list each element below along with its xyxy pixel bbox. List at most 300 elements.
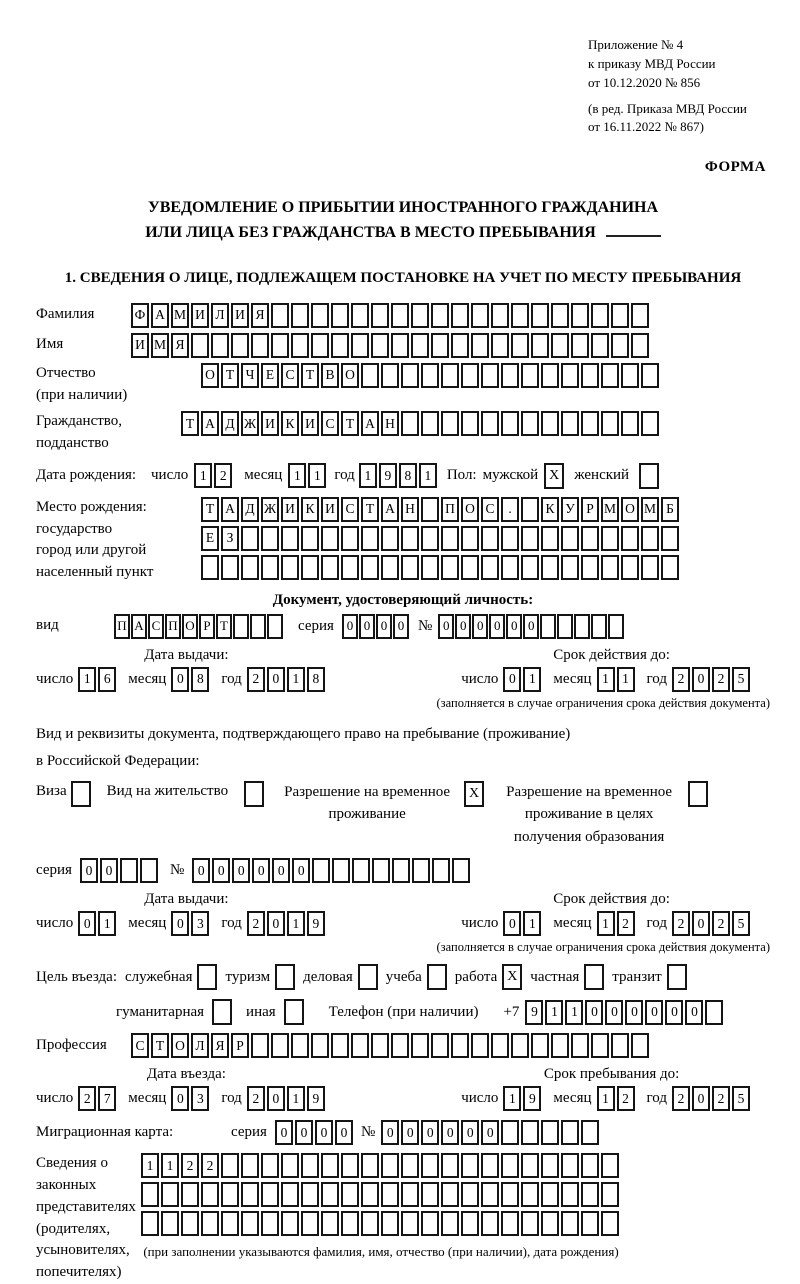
- form-cell[interactable]: [271, 1033, 289, 1058]
- form-cell[interactable]: [581, 363, 599, 388]
- form-cell[interactable]: 2: [672, 911, 690, 936]
- form-cell[interactable]: П: [165, 614, 181, 639]
- form-cell[interactable]: [311, 303, 329, 328]
- form-cell[interactable]: [301, 1211, 319, 1236]
- form-cell[interactable]: [291, 1033, 309, 1058]
- form-cell[interactable]: [371, 333, 389, 358]
- form-cell[interactable]: [341, 1211, 359, 1236]
- form-cell[interactable]: [391, 303, 409, 328]
- form-cell[interactable]: 5: [732, 911, 750, 936]
- form-cell[interactable]: [321, 1211, 339, 1236]
- purpose-private-checkbox[interactable]: [584, 964, 604, 990]
- form-cell[interactable]: [191, 333, 209, 358]
- form-cell[interactable]: [601, 363, 619, 388]
- form-cell[interactable]: [601, 411, 619, 436]
- form-cell[interactable]: [611, 333, 629, 358]
- form-cell[interactable]: [541, 411, 559, 436]
- form-cell[interactable]: [581, 526, 599, 551]
- form-cell[interactable]: 0: [472, 614, 488, 639]
- form-cell[interactable]: [541, 363, 559, 388]
- form-cell[interactable]: [540, 614, 556, 639]
- form-cell[interactable]: [241, 555, 259, 580]
- form-cell[interactable]: 0: [481, 1120, 499, 1145]
- residence-permit-checkbox[interactable]: [244, 781, 264, 807]
- form-cell[interactable]: [521, 497, 539, 522]
- form-cell[interactable]: К: [541, 497, 559, 522]
- form-cell[interactable]: [705, 1000, 723, 1025]
- purpose-official-checkbox[interactable]: [197, 964, 217, 990]
- form-cell[interactable]: [441, 363, 459, 388]
- form-cell[interactable]: 3: [191, 911, 209, 936]
- form-cell[interactable]: [431, 333, 449, 358]
- form-cell[interactable]: [311, 1033, 329, 1058]
- form-cell[interactable]: 1: [359, 463, 377, 488]
- form-cell[interactable]: [391, 1033, 409, 1058]
- form-cell[interactable]: О: [341, 363, 359, 388]
- form-cell[interactable]: 2: [214, 463, 232, 488]
- form-cell[interactable]: И: [301, 411, 319, 436]
- form-cell[interactable]: [561, 363, 579, 388]
- form-cell[interactable]: [361, 363, 379, 388]
- form-cell[interactable]: С: [341, 497, 359, 522]
- form-cell[interactable]: 2: [712, 667, 730, 692]
- form-cell[interactable]: [401, 363, 419, 388]
- form-cell[interactable]: [541, 1153, 559, 1178]
- form-cell[interactable]: [421, 555, 439, 580]
- form-cell[interactable]: 0: [489, 614, 505, 639]
- form-cell[interactable]: [321, 1153, 339, 1178]
- sex-male-checkbox[interactable]: X: [544, 463, 564, 489]
- form-cell[interactable]: 0: [100, 858, 118, 883]
- form-cell[interactable]: [601, 526, 619, 551]
- form-cell[interactable]: [391, 333, 409, 358]
- form-cell[interactable]: К: [281, 411, 299, 436]
- form-cell[interactable]: [491, 303, 509, 328]
- form-cell[interactable]: [561, 1182, 579, 1207]
- form-cell[interactable]: В: [321, 363, 339, 388]
- form-cell[interactable]: [641, 555, 659, 580]
- form-cell[interactable]: Р: [581, 497, 599, 522]
- form-cell[interactable]: [491, 333, 509, 358]
- form-cell[interactable]: 9: [525, 1000, 543, 1025]
- form-cell[interactable]: [631, 333, 649, 358]
- form-cell[interactable]: 0: [80, 858, 98, 883]
- form-cell[interactable]: Р: [199, 614, 215, 639]
- form-cell[interactable]: [331, 1033, 349, 1058]
- form-cell[interactable]: [401, 555, 419, 580]
- form-cell[interactable]: [557, 614, 573, 639]
- form-cell[interactable]: [250, 614, 266, 639]
- form-cell[interactable]: К: [301, 497, 319, 522]
- form-cell[interactable]: Я: [211, 1033, 229, 1058]
- form-cell[interactable]: [361, 526, 379, 551]
- form-cell[interactable]: [521, 1153, 539, 1178]
- form-cell[interactable]: [461, 555, 479, 580]
- form-cell[interactable]: [281, 1153, 299, 1178]
- form-cell[interactable]: [561, 411, 579, 436]
- form-cell[interactable]: [201, 1182, 219, 1207]
- form-cell[interactable]: 6: [98, 667, 116, 692]
- form-cell[interactable]: [321, 555, 339, 580]
- form-cell[interactable]: [291, 303, 309, 328]
- form-cell[interactable]: 1: [523, 911, 541, 936]
- form-cell[interactable]: [241, 1153, 259, 1178]
- form-cell[interactable]: [481, 1182, 499, 1207]
- form-cell[interactable]: О: [621, 497, 639, 522]
- form-cell[interactable]: [521, 555, 539, 580]
- purpose-transit-checkbox[interactable]: [667, 964, 687, 990]
- form-cell[interactable]: [351, 1033, 369, 1058]
- form-cell[interactable]: [541, 1120, 559, 1145]
- form-cell[interactable]: [401, 411, 419, 436]
- form-cell[interactable]: [631, 303, 649, 328]
- form-cell[interactable]: [211, 333, 229, 358]
- form-cell[interactable]: Е: [261, 363, 279, 388]
- form-cell[interactable]: Н: [401, 497, 419, 522]
- form-cell[interactable]: 0: [267, 667, 285, 692]
- form-cell[interactable]: [521, 1211, 539, 1236]
- form-cell[interactable]: 0: [275, 1120, 293, 1145]
- form-cell[interactable]: С: [131, 1033, 149, 1058]
- form-cell[interactable]: [392, 858, 410, 883]
- purpose-study-checkbox[interactable]: [427, 964, 447, 990]
- form-cell[interactable]: [261, 1211, 279, 1236]
- form-cell[interactable]: [140, 858, 158, 883]
- form-cell[interactable]: Т: [361, 497, 379, 522]
- form-cell[interactable]: [261, 555, 279, 580]
- form-cell[interactable]: [321, 526, 339, 551]
- form-cell[interactable]: 0: [645, 1000, 663, 1025]
- form-cell[interactable]: 0: [78, 911, 96, 936]
- form-cell[interactable]: [261, 1182, 279, 1207]
- form-cell[interactable]: [281, 555, 299, 580]
- form-cell[interactable]: [361, 555, 379, 580]
- form-cell[interactable]: [381, 555, 399, 580]
- form-cell[interactable]: [481, 363, 499, 388]
- form-cell[interactable]: [631, 1033, 649, 1058]
- form-cell[interactable]: [421, 1182, 439, 1207]
- form-cell[interactable]: [341, 1153, 359, 1178]
- form-cell[interactable]: Ф: [131, 303, 149, 328]
- form-cell[interactable]: Т: [221, 363, 239, 388]
- form-cell[interactable]: [401, 1182, 419, 1207]
- form-cell[interactable]: [501, 555, 519, 580]
- form-cell[interactable]: [621, 555, 639, 580]
- form-cell[interactable]: [471, 303, 489, 328]
- form-cell[interactable]: П: [114, 614, 130, 639]
- form-cell[interactable]: [331, 303, 349, 328]
- form-cell[interactable]: Л: [211, 303, 229, 328]
- form-cell[interactable]: [381, 526, 399, 551]
- form-cell[interactable]: [531, 333, 549, 358]
- form-cell[interactable]: 9: [379, 463, 397, 488]
- form-cell[interactable]: 2: [712, 911, 730, 936]
- form-cell[interactable]: 9: [523, 1086, 541, 1111]
- form-cell[interactable]: [267, 614, 283, 639]
- form-cell[interactable]: З: [221, 526, 239, 551]
- form-cell[interactable]: [561, 1211, 579, 1236]
- form-cell[interactable]: [461, 363, 479, 388]
- form-cell[interactable]: [251, 333, 269, 358]
- form-cell[interactable]: 2: [672, 667, 690, 692]
- form-cell[interactable]: 0: [272, 858, 290, 883]
- form-cell[interactable]: 1: [287, 667, 305, 692]
- form-cell[interactable]: А: [361, 411, 379, 436]
- form-cell[interactable]: 0: [421, 1120, 439, 1145]
- form-cell[interactable]: [561, 526, 579, 551]
- form-cell[interactable]: [501, 363, 519, 388]
- form-cell[interactable]: [471, 333, 489, 358]
- form-cell[interactable]: Я: [171, 333, 189, 358]
- form-cell[interactable]: [371, 303, 389, 328]
- form-cell[interactable]: [661, 555, 679, 580]
- form-cell[interactable]: М: [601, 497, 619, 522]
- form-cell[interactable]: [441, 1182, 459, 1207]
- form-cell[interactable]: 1: [78, 667, 96, 692]
- form-cell[interactable]: Т: [151, 1033, 169, 1058]
- temp-residence-education-checkbox[interactable]: [688, 781, 708, 807]
- form-cell[interactable]: [161, 1182, 179, 1207]
- form-cell[interactable]: 0: [585, 1000, 603, 1025]
- form-cell[interactable]: [221, 1211, 239, 1236]
- form-cell[interactable]: [561, 1120, 579, 1145]
- form-cell[interactable]: 0: [335, 1120, 353, 1145]
- form-cell[interactable]: Я: [251, 303, 269, 328]
- form-cell[interactable]: [571, 303, 589, 328]
- form-cell[interactable]: Е: [201, 526, 219, 551]
- purpose-other-checkbox[interactable]: [284, 999, 304, 1025]
- form-cell[interactable]: 0: [692, 911, 710, 936]
- form-cell[interactable]: [441, 1211, 459, 1236]
- form-cell[interactable]: [251, 1033, 269, 1058]
- form-cell[interactable]: 1: [161, 1153, 179, 1178]
- form-cell[interactable]: 1: [287, 1086, 305, 1111]
- form-cell[interactable]: [574, 614, 590, 639]
- form-cell[interactable]: [501, 1153, 519, 1178]
- form-cell[interactable]: [231, 333, 249, 358]
- form-cell[interactable]: 0: [267, 1086, 285, 1111]
- form-cell[interactable]: 1: [597, 667, 615, 692]
- form-cell[interactable]: 2: [617, 911, 635, 936]
- visa-checkbox[interactable]: [71, 781, 91, 807]
- form-cell[interactable]: 2: [617, 1086, 635, 1111]
- form-cell[interactable]: Л: [191, 1033, 209, 1058]
- form-cell[interactable]: [361, 1182, 379, 1207]
- form-cell[interactable]: [551, 333, 569, 358]
- form-cell[interactable]: Т: [301, 363, 319, 388]
- form-cell[interactable]: [261, 1153, 279, 1178]
- form-cell[interactable]: 0: [252, 858, 270, 883]
- form-cell[interactable]: .: [501, 497, 519, 522]
- form-cell[interactable]: [401, 1153, 419, 1178]
- form-cell[interactable]: [281, 1211, 299, 1236]
- form-cell[interactable]: А: [381, 497, 399, 522]
- form-cell[interactable]: 1: [288, 463, 306, 488]
- form-cell[interactable]: [481, 411, 499, 436]
- form-cell[interactable]: 0: [212, 858, 230, 883]
- form-cell[interactable]: С: [481, 497, 499, 522]
- form-cell[interactable]: [571, 333, 589, 358]
- form-cell[interactable]: 0: [438, 614, 454, 639]
- form-cell[interactable]: 0: [359, 614, 375, 639]
- form-cell[interactable]: [461, 526, 479, 551]
- form-cell[interactable]: 0: [171, 1086, 189, 1111]
- form-cell[interactable]: [501, 526, 519, 551]
- form-cell[interactable]: 1: [194, 463, 212, 488]
- form-cell[interactable]: С: [281, 363, 299, 388]
- form-cell[interactable]: 0: [393, 614, 409, 639]
- form-cell[interactable]: [641, 363, 659, 388]
- form-cell[interactable]: 0: [342, 614, 358, 639]
- form-cell[interactable]: 8: [307, 667, 325, 692]
- form-cell[interactable]: М: [171, 303, 189, 328]
- form-cell[interactable]: 0: [315, 1120, 333, 1145]
- form-cell[interactable]: [412, 858, 430, 883]
- form-cell[interactable]: [301, 1182, 319, 1207]
- form-cell[interactable]: [341, 1182, 359, 1207]
- form-cell[interactable]: 0: [692, 667, 710, 692]
- form-cell[interactable]: [233, 614, 249, 639]
- form-cell[interactable]: 9: [307, 911, 325, 936]
- form-cell[interactable]: [441, 1153, 459, 1178]
- form-cell[interactable]: [571, 1033, 589, 1058]
- form-cell[interactable]: [581, 1211, 599, 1236]
- form-cell[interactable]: [521, 363, 539, 388]
- form-cell[interactable]: [411, 303, 429, 328]
- form-cell[interactable]: [361, 1211, 379, 1236]
- form-cell[interactable]: [541, 555, 559, 580]
- form-cell[interactable]: 1: [141, 1153, 159, 1178]
- purpose-business-checkbox[interactable]: [358, 964, 378, 990]
- form-cell[interactable]: 1: [503, 1086, 521, 1111]
- form-cell[interactable]: [452, 858, 470, 883]
- form-cell[interactable]: [551, 303, 569, 328]
- form-cell[interactable]: [481, 1153, 499, 1178]
- form-cell[interactable]: [611, 303, 629, 328]
- form-cell[interactable]: [281, 1182, 299, 1207]
- form-cell[interactable]: [361, 1153, 379, 1178]
- form-cell[interactable]: [441, 526, 459, 551]
- form-cell[interactable]: [201, 555, 219, 580]
- form-cell[interactable]: [541, 1211, 559, 1236]
- form-cell[interactable]: [271, 303, 289, 328]
- form-cell[interactable]: Т: [201, 497, 219, 522]
- purpose-tourism-checkbox[interactable]: [275, 964, 295, 990]
- form-cell[interactable]: [451, 303, 469, 328]
- form-cell[interactable]: И: [261, 411, 279, 436]
- form-cell[interactable]: 3: [191, 1086, 209, 1111]
- form-cell[interactable]: О: [201, 363, 219, 388]
- form-cell[interactable]: [461, 1211, 479, 1236]
- form-cell[interactable]: 0: [292, 858, 310, 883]
- form-cell[interactable]: 0: [503, 911, 521, 936]
- form-cell[interactable]: Ж: [261, 497, 279, 522]
- form-cell[interactable]: [161, 1211, 179, 1236]
- form-cell[interactable]: 1: [419, 463, 437, 488]
- form-cell[interactable]: [541, 526, 559, 551]
- form-cell[interactable]: 0: [401, 1120, 419, 1145]
- form-cell[interactable]: [481, 1211, 499, 1236]
- form-cell[interactable]: [332, 858, 350, 883]
- form-cell[interactable]: 5: [732, 667, 750, 692]
- form-cell[interactable]: Т: [216, 614, 232, 639]
- form-cell[interactable]: О: [461, 497, 479, 522]
- form-cell[interactable]: 0: [665, 1000, 683, 1025]
- form-cell[interactable]: [221, 555, 239, 580]
- form-cell[interactable]: И: [321, 497, 339, 522]
- form-cell[interactable]: 7: [98, 1086, 116, 1111]
- form-cell[interactable]: [401, 526, 419, 551]
- form-cell[interactable]: [351, 333, 369, 358]
- form-cell[interactable]: 2: [712, 1086, 730, 1111]
- form-cell[interactable]: [241, 526, 259, 551]
- form-cell[interactable]: [221, 1153, 239, 1178]
- form-cell[interactable]: [141, 1182, 159, 1207]
- form-cell[interactable]: [461, 1182, 479, 1207]
- form-cell[interactable]: 0: [267, 911, 285, 936]
- form-cell[interactable]: [591, 614, 607, 639]
- form-cell[interactable]: Д: [241, 497, 259, 522]
- form-cell[interactable]: [411, 333, 429, 358]
- form-cell[interactable]: [301, 526, 319, 551]
- sex-female-checkbox[interactable]: [639, 463, 659, 489]
- form-cell[interactable]: [371, 1033, 389, 1058]
- form-cell[interactable]: [381, 1211, 399, 1236]
- form-cell[interactable]: 2: [181, 1153, 199, 1178]
- form-cell[interactable]: [381, 363, 399, 388]
- form-cell[interactable]: 0: [441, 1120, 459, 1145]
- form-cell[interactable]: [411, 1033, 429, 1058]
- form-cell[interactable]: [201, 1211, 219, 1236]
- form-cell[interactable]: [621, 363, 639, 388]
- form-cell[interactable]: 0: [503, 667, 521, 692]
- form-cell[interactable]: [521, 526, 539, 551]
- form-cell[interactable]: А: [221, 497, 239, 522]
- form-cell[interactable]: [401, 1211, 419, 1236]
- form-cell[interactable]: [581, 1120, 599, 1145]
- form-cell[interactable]: 1: [565, 1000, 583, 1025]
- form-cell[interactable]: [521, 1182, 539, 1207]
- form-cell[interactable]: И: [231, 303, 249, 328]
- form-cell[interactable]: Ч: [241, 363, 259, 388]
- form-cell[interactable]: [511, 303, 529, 328]
- form-cell[interactable]: [501, 1211, 519, 1236]
- form-cell[interactable]: [491, 1033, 509, 1058]
- form-cell[interactable]: 0: [461, 1120, 479, 1145]
- form-cell[interactable]: [661, 526, 679, 551]
- form-cell[interactable]: [581, 411, 599, 436]
- form-cell[interactable]: [501, 1120, 519, 1145]
- form-cell[interactable]: 5: [732, 1086, 750, 1111]
- form-cell[interactable]: 0: [506, 614, 522, 639]
- form-cell[interactable]: Н: [381, 411, 399, 436]
- form-cell[interactable]: [601, 1182, 619, 1207]
- form-cell[interactable]: М: [151, 333, 169, 358]
- form-cell[interactable]: [311, 333, 329, 358]
- form-cell[interactable]: [481, 555, 499, 580]
- form-cell[interactable]: [271, 333, 289, 358]
- form-cell[interactable]: [621, 411, 639, 436]
- form-cell[interactable]: [551, 1033, 569, 1058]
- form-cell[interactable]: А: [201, 411, 219, 436]
- form-cell[interactable]: [441, 411, 459, 436]
- form-cell[interactable]: Т: [181, 411, 199, 436]
- form-cell[interactable]: [312, 858, 330, 883]
- form-cell[interactable]: [181, 1211, 199, 1236]
- form-cell[interactable]: [591, 1033, 609, 1058]
- form-cell[interactable]: [421, 497, 439, 522]
- form-cell[interactable]: [421, 526, 439, 551]
